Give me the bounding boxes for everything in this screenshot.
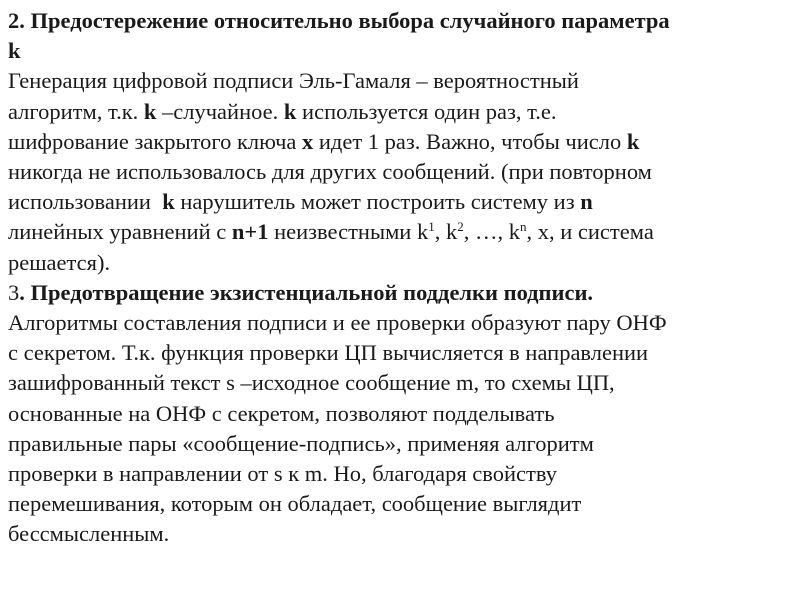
paragraph-line: алгоритм, т.к. k –случайное. k используется один раз, т.е. — [8, 98, 557, 124]
paragraph-line: решается). — [8, 249, 111, 275]
paragraph-line: проверки в направлении от s к m. Но, благодаря свойству — [8, 461, 557, 487]
paragraph-line: использовании k нарушитель может построить систему из n — [8, 189, 593, 215]
paragraph-line: основанные на ОНФ с секретом, позволяют подделывать — [8, 400, 555, 426]
paragraph-line: линейных уравнений с n+1 неизвестными $k^1$, $k^2$, …, $k^n$, x, и система — [8, 219, 654, 245]
paragraph-line: с секретом. Т.к. функция проверки ЦП вычисляется в направлении — [8, 340, 649, 366]
paragraph-line: зашифрованный текст s –исходное сообщение m, то схемы ЦП, — [8, 370, 615, 396]
slide-text — [8, 6, 796, 550]
paragraph-line: правильные пары «сообщение-подпись», применяя алгоритм — [8, 430, 594, 456]
paragraph-line: перемешивания, которым он обладает, сообщение выглядит — [8, 491, 582, 517]
section2-heading-cont: k — [8, 38, 21, 64]
paragraph-line: бессмысленным. — [8, 521, 170, 547]
paragraph-line: Генерация цифровой подписи Эль-Гамаля – вероятностный — [8, 68, 579, 94]
paragraph-line: никогда не использовалось для других сообщений. (при повторном — [8, 159, 652, 185]
paragraph-line: Алгоритмы составления подписи и ее проверки образуют пару ОНФ — [8, 310, 667, 336]
section3-heading: 3. Предотвращение экзистенциальной подделки подписи. — [8, 279, 594, 305]
paragraph-line: шифрование закрытого ключа x идет 1 раз. Важно, чтобы число k — [8, 128, 640, 154]
section2-heading: 2. Предостережение относительно выбора случайного параметра — [8, 8, 670, 33]
